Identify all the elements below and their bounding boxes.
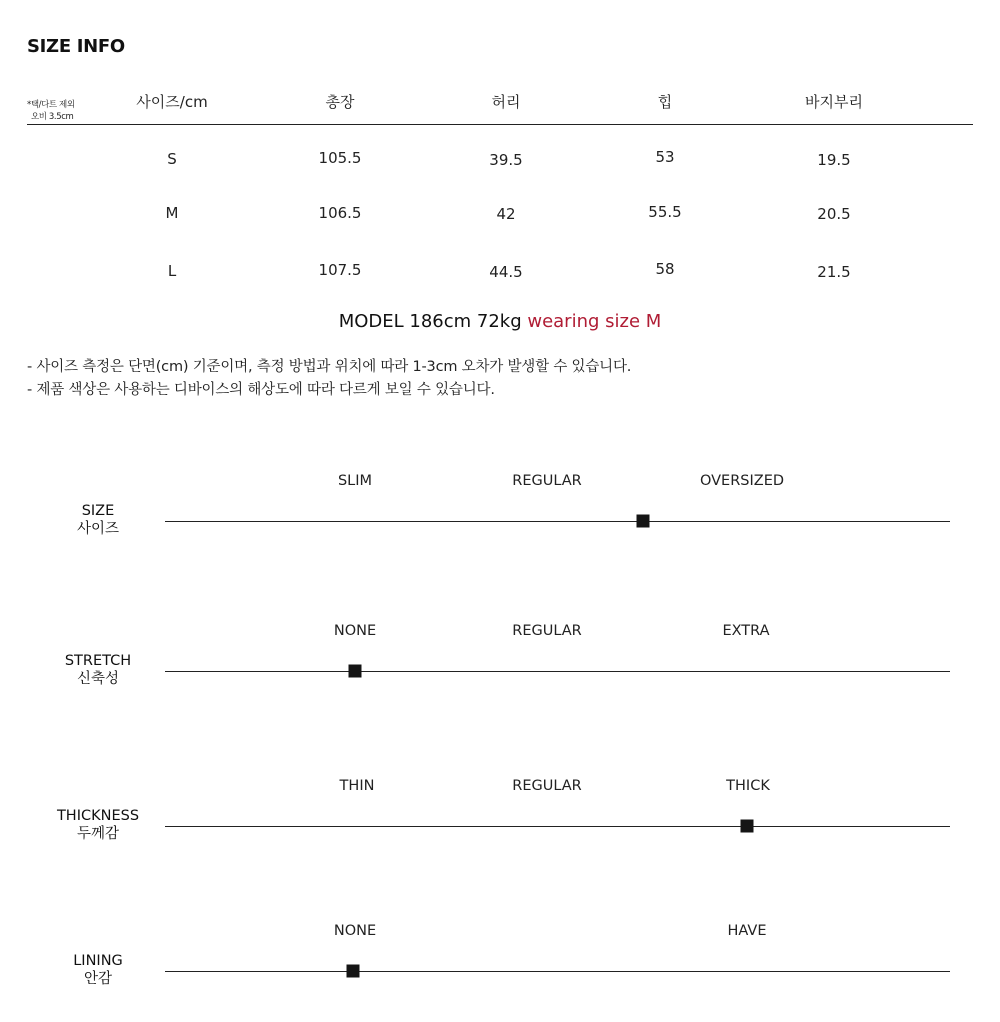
scale-option: SLIM xyxy=(337,473,373,489)
scale-option: OVERSIZED xyxy=(699,473,785,489)
scale-marker xyxy=(637,515,650,528)
column-header-hip: 힙 xyxy=(657,93,673,111)
column-header-size: 사이즈/cm xyxy=(136,93,208,111)
table-cell: 106.5 xyxy=(318,204,362,222)
table-cell: 20.5 xyxy=(817,205,851,223)
scale-option: EXTRA xyxy=(722,623,770,639)
note-measurement-tolerance: - 사이즈 측정은 단면(cm) 기준이며, 측정 방법과 위치에 따라 1-3cm 오차가 발생할 수 있습니다. xyxy=(27,359,632,375)
scale-option: HAVE xyxy=(727,923,767,939)
scale-option: REGULAR xyxy=(512,623,582,639)
table-cell: 21.5 xyxy=(817,263,851,281)
size-info-title: SIZE INFO xyxy=(27,36,125,57)
table-cell: M xyxy=(165,204,179,222)
scale-track xyxy=(165,671,950,672)
column-header-waist: 허리 xyxy=(491,93,521,111)
table-cell: 53 xyxy=(655,148,675,166)
table-cell: 58 xyxy=(655,260,675,278)
column-header-total-length: 총장 xyxy=(325,93,355,111)
scale-label xyxy=(28,952,168,988)
scale-label-en: THICKNESS xyxy=(56,808,140,824)
scale-label-ko: 두께감 xyxy=(76,826,120,842)
scale-label-en: STRETCH xyxy=(64,653,132,669)
table-header-divider xyxy=(27,124,973,125)
scale-option: NONE xyxy=(333,923,377,939)
scale-label-ko: 신축성 xyxy=(76,671,120,687)
scale-label xyxy=(28,502,168,538)
table-cell: 107.5 xyxy=(318,261,362,279)
scale-label xyxy=(28,652,168,688)
scale-marker xyxy=(348,665,361,678)
measurement-note-line-2: 오비 3.5cm xyxy=(31,112,74,122)
scale-label xyxy=(28,807,168,843)
scale-marker xyxy=(347,965,360,978)
note-color-display: - 제품 색상은 사용하는 디바이스의 해상도에 따라 다르게 보일 수 있습니다. xyxy=(27,382,495,398)
scale-option: REGULAR xyxy=(512,473,582,489)
scale-label-ko: 사이즈 xyxy=(76,521,120,537)
model-wearing-size: wearing size M xyxy=(527,311,662,332)
table-cell: 19.5 xyxy=(817,151,851,169)
scale-label-en: LINING xyxy=(73,953,123,969)
scale-option: THIN xyxy=(339,778,375,794)
column-header-hem: 바지부리 xyxy=(805,93,863,111)
scale-marker xyxy=(741,820,754,833)
scale-track xyxy=(165,971,950,972)
table-cell: S xyxy=(167,150,177,168)
table-cell: 55.5 xyxy=(648,203,682,221)
scale-label-ko: 안감 xyxy=(83,971,112,987)
scale-track xyxy=(165,521,950,522)
size-notes xyxy=(27,356,631,402)
model-info xyxy=(0,311,1000,332)
scale-option: THICK xyxy=(726,778,770,794)
table-cell: 42 xyxy=(496,205,516,223)
scale-option: REGULAR xyxy=(512,778,582,794)
measurement-note-line-1: *택/다트 제외 xyxy=(27,100,75,110)
table-cell: 44.5 xyxy=(489,263,523,281)
table-cell: L xyxy=(167,262,177,280)
scale-label-en: SIZE xyxy=(81,503,115,519)
scale-track xyxy=(165,826,950,827)
table-cell: 39.5 xyxy=(489,151,523,169)
table-cell: 105.5 xyxy=(318,149,362,167)
scale-option: NONE xyxy=(333,623,377,639)
model-measurements: MODEL 186cm 72kg xyxy=(338,311,528,332)
